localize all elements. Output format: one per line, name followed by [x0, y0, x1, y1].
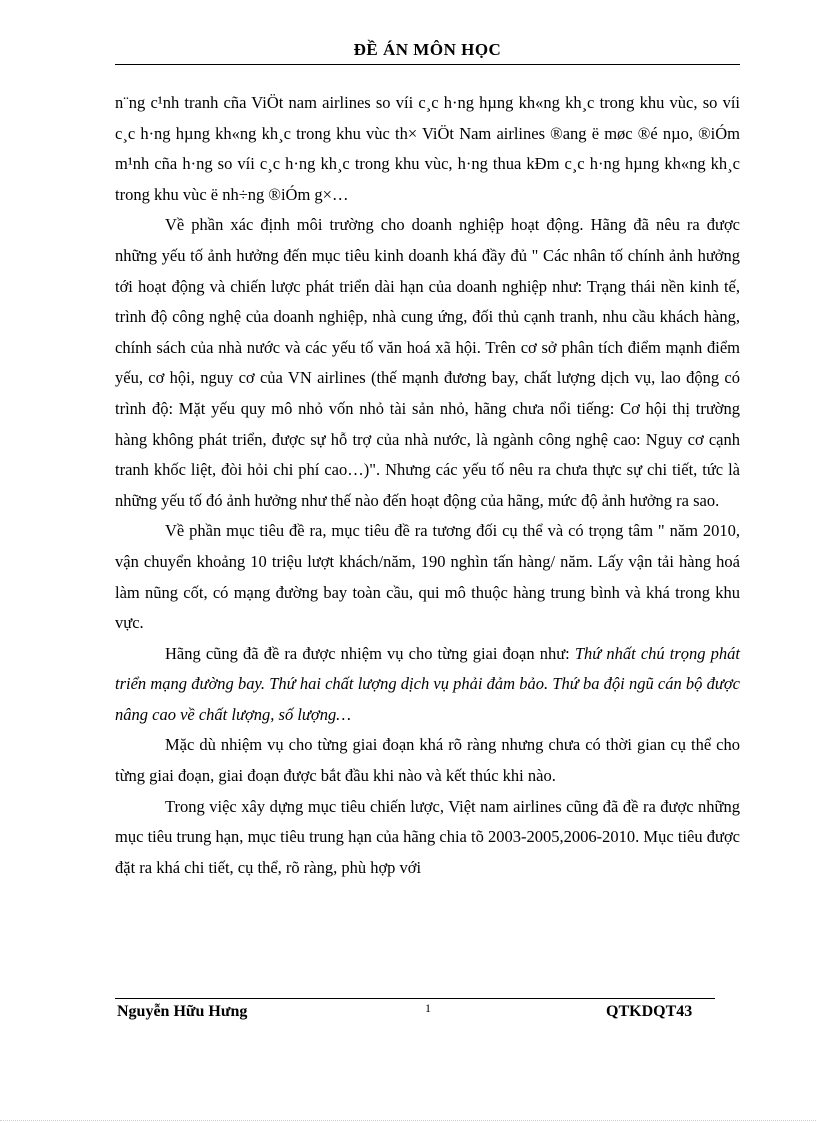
document-body [115, 88, 740, 883]
footer-divider [115, 998, 715, 999]
paragraph-4 [115, 639, 740, 731]
paragraph-2: Về phần xác định môi trường cho doanh nghiệp hoạt động. Hãng đã nêu ra được những yếu tố ảnh hưởng đến mục tiêu kinh doanh khá đầy đủ " Các nhân tố chính ảnh hưởng tới hoạt động và chiến lược phát triển dài hạn của doanh nghiệp như: Trạng thái nền kinh tế, trình độ công nghệ của doanh nghiệp, nhà cung ứng, đối thủ cạnh tranh, nhu cầu khách hàng, chính sách của nhà nước và các yếu tố văn hoá xã hội. Trên cơ sở phân tích điểm mạnh điểm yếu, cơ hội, nguy cơ của VN airlines (thế mạnh đương bay, chất lượng dịch vụ, lao động có trình độ: Mặt yếu quy mô nhỏ vốn nhỏ tài sản nhỏ, hãng chưa nổi tiếng: Cơ hội thị trường hàng không phát triển, được sự hỗ trợ của nhà nước, là ngành công nghệ cao: Nguy cơ cạnh tranh khốc liệt, đòi hỏi chi phí cao…)". Nhưng các yếu tố nêu ra chưa thực sự chi tiết, tức là những yếu tố đó ảnh hưởng như thế nào đến hoạt động của hãng, mức độ ảnh hưởng ra sao. [115, 215, 740, 510]
paragraph-3: Về phần mục tiêu đề ra, mục tiêu đề ra tương đối cụ thể và có trọng tâm " năm 2010, vận chuyển khoảng 10 triệu lượt khách/năm, 190 nghìn tấn hàng/ năm. Lấy vận tải hàng hoá làm nũng cốt, có mạng đường bay toàn cầu, qui mô thuộc hàng trung bình và khá trong khu vực. [115, 521, 740, 633]
paragraph-4-lead: Hãng cũng đã đề ra được nhiệm vụ cho từng giai đoạn như: [165, 643, 575, 663]
page-number: 1 [425, 1001, 431, 1015]
header-divider [115, 64, 740, 65]
page-bottom-edge [0, 1120, 816, 1121]
paragraph-6: Trong việc xây dựng mục tiêu chiến lược, Việt nam airlines cũng đã đề ra được những mục tiêu trung hạn, mục tiêu trung hạn của hãng chia tõ 2003-2005,2006-2010. Mục tiêu được đặt ra khá chi tiết, cụ thể, rõ ràng, phù hợp với [115, 796, 740, 877]
footer-author: Nguyễn Hữu Hưng [117, 1003, 248, 1020]
footer-class-code: QTKDQT43 [606, 1003, 693, 1020]
paragraph-5: Mặc dù nhiệm vụ cho từng giai đoạn khá rõ ràng nhưng chưa có thời gian cụ thể cho từng giai đoạn, giai đoạn được bắt đầu khi nào và kết thúc khi nào. [115, 735, 740, 786]
page-header-title: ĐỀ ÁN MÔN HỌC [353, 40, 502, 59]
paragraph-1: n¨ng c¹nh tranh cña ViÖt nam airlines so víi c¸c h·ng hµng kh«ng kh¸c trong khu vùc, so víi c¸c h·ng hµng kh«ng kh¸c trong khu vùc th× ViÖt Nam airlines ®ang ë møc ®é nµo, ®iÓm m¹nh cña h·ng so víi c¸c h·ng kh¸c trong khu vùc, h·ng thua kÐm c¸c h·ng hµng kh«ng kh¸c trong khu vùc ë nh÷ng ®iÓm g×… [115, 93, 740, 204]
paragraph-4-italic: Thứ nhất chú trọng phát triển mạng đường bay. Thứ hai chất lượng dịch vụ phải đảm bảo. Thứ ba đội ngũ cán bộ được nâng cao về chất lượng, số lượng… [115, 643, 740, 724]
